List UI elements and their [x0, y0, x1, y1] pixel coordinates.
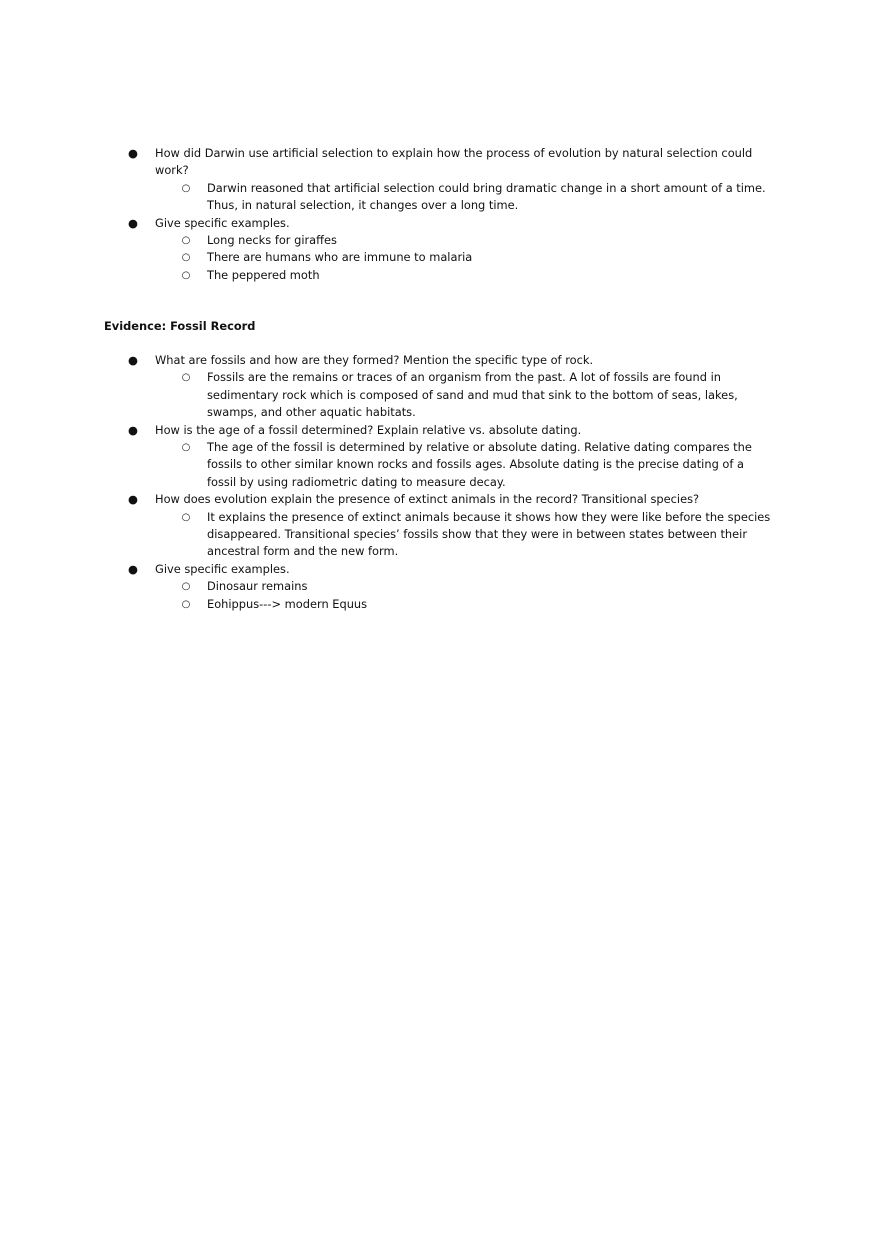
answer-text: Dinosaur remains	[207, 579, 308, 594]
question-list	[0, 145, 880, 284]
question-item	[0, 352, 775, 422]
question-text: Give specific examples.	[155, 215, 290, 230]
answer-item	[155, 369, 775, 421]
answer-list	[155, 509, 775, 561]
hollow-bullet-icon: ○	[181, 598, 191, 610]
artificial-selection-section	[0, 145, 880, 284]
hollow-bullet-icon: ○	[181, 252, 191, 264]
question-item	[0, 422, 775, 492]
answer-item	[155, 180, 775, 215]
answer-text: The age of the fossil is determined by relative or absolute dating. Relative dating compares the fossils to other similar known rocks and fossils ages. Absolute dating is the precise dating of a fossil by using radiometric dating to measure decay.	[207, 440, 752, 489]
hollow-bullet-icon: ○	[181, 581, 191, 593]
answer-text: Long necks for giraffes	[207, 233, 337, 248]
answer-item	[155, 509, 775, 561]
question-item	[0, 491, 775, 561]
question-item	[0, 145, 775, 215]
hollow-bullet-icon: ○	[181, 442, 191, 454]
answer-item	[155, 249, 775, 266]
answer-item	[155, 439, 775, 491]
question-list	[0, 352, 880, 613]
answer-text: Fossils are the remains or traces of an organism from the past. A lot of fossils are found in sedimentary rock which is composed of sand and mud that sink to the bottom of seas, lakes, swamps, and other aquatic habitats.	[207, 370, 738, 420]
hollow-bullet-icon: ○	[181, 269, 191, 281]
filled-bullet-icon: ●	[128, 422, 138, 437]
filled-bullet-icon: ●	[128, 492, 138, 507]
answer-text: Eohippus---> modern Equus	[207, 596, 368, 611]
hollow-bullet-icon: ○	[181, 235, 191, 247]
answer-list	[155, 439, 775, 491]
answer-item	[155, 267, 775, 284]
question-text: How is the age of a fossil determined? Explain relative vs. absolute dating.	[155, 422, 582, 437]
answer-item	[155, 596, 775, 613]
answer-item	[155, 578, 775, 595]
question-text: Give specific examples.	[155, 561, 290, 576]
hollow-bullet-icon: ○	[181, 511, 191, 523]
answer-text: The peppered moth	[207, 267, 320, 282]
question-item	[0, 215, 775, 285]
answer-item	[155, 232, 775, 249]
question-text: How does evolution explain the presence of extinct animals in the record? Transitional species?	[155, 492, 700, 507]
hollow-bullet-icon: ○	[181, 372, 191, 384]
answer-list	[155, 369, 775, 421]
question-text: What are fossils and how are they formed? Mention the specific type of rock.	[155, 353, 594, 367]
filled-bullet-icon: ●	[128, 215, 138, 230]
question-text: How did Darwin use artificial selection to explain how the process of evolution by natural selection could work?	[155, 146, 753, 178]
answer-list	[155, 232, 775, 284]
filled-bullet-icon: ●	[128, 561, 138, 576]
answer-text: It explains the presence of extinct animals because it shows how they were like before the species disappeared. Transitional species’ fossils show that they were in between states between their ancestral form and the new form.	[207, 509, 771, 559]
filled-bullet-icon: ●	[128, 146, 138, 160]
hollow-bullet-icon: ○	[181, 182, 191, 194]
filled-bullet-icon: ●	[128, 353, 138, 367]
answer-list	[155, 578, 775, 613]
answer-text: There are humans who are immune to malaria	[207, 250, 473, 265]
answer-list	[155, 180, 775, 215]
answer-text: Darwin reasoned that artificial selection could bring dramatic change in a short amount of a time. Thus, in natural selection, it changes over a long time.	[207, 180, 766, 213]
question-item	[0, 561, 775, 613]
section-heading: Evidence: Fossil Record	[104, 319, 256, 333]
